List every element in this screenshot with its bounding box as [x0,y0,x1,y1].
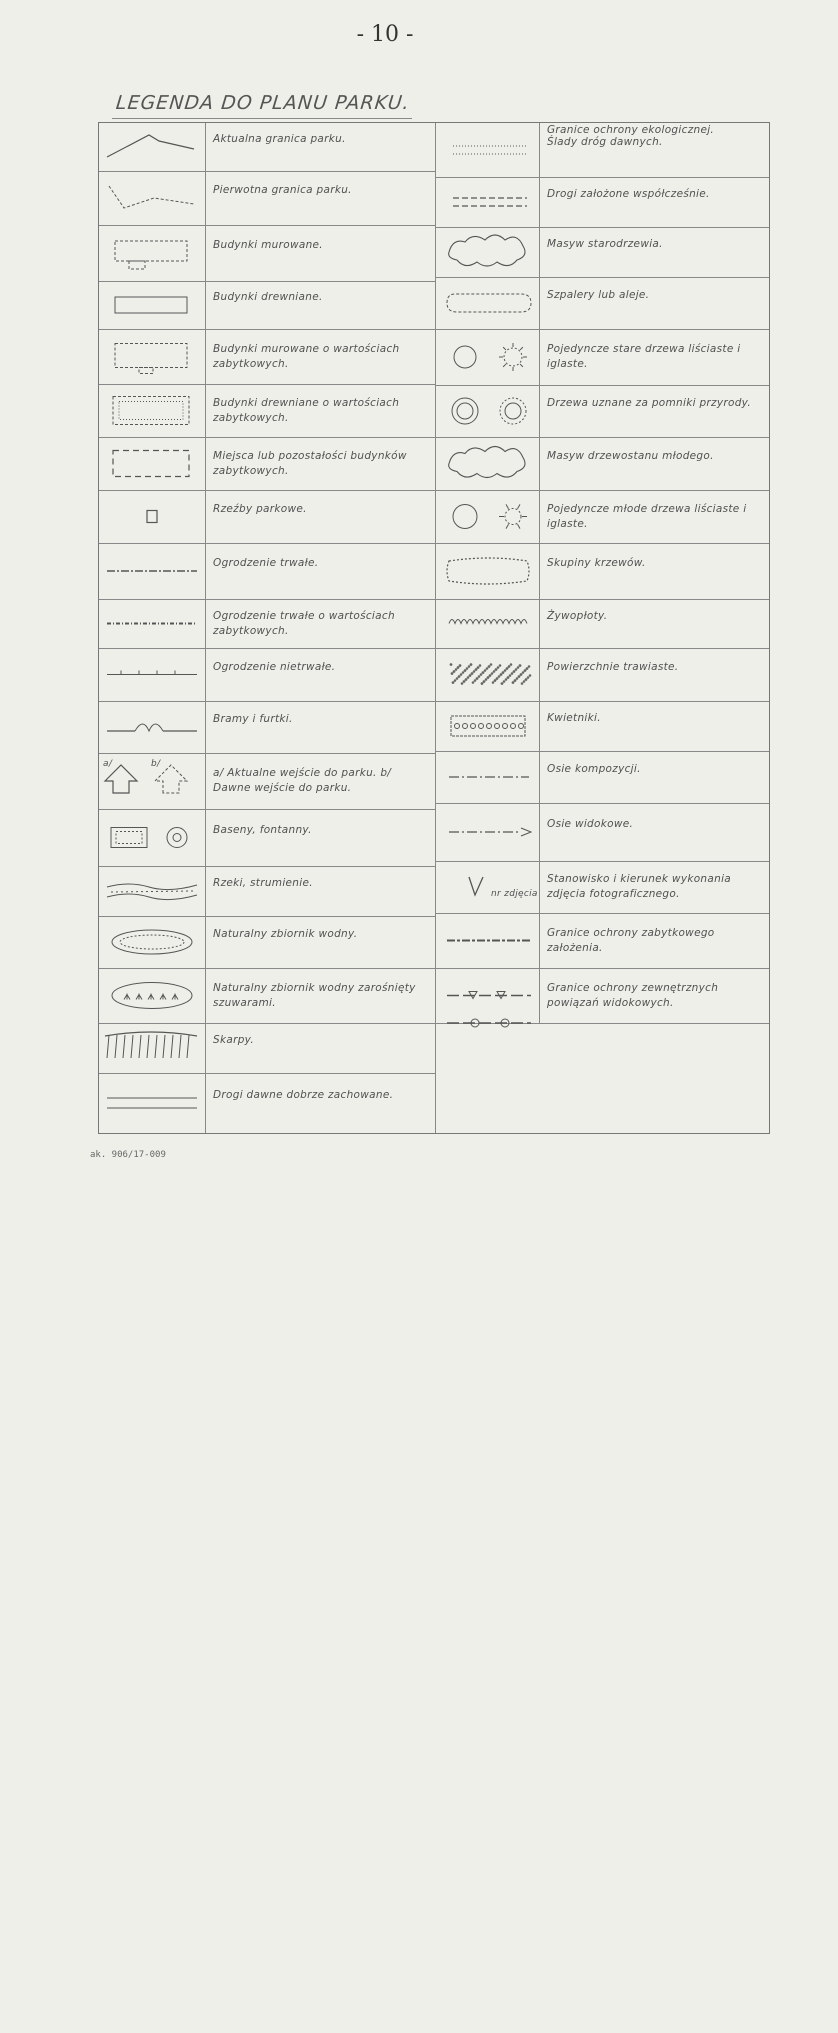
legend-label: Budynki murowane. [213,239,323,251]
heritage-protection-icon [435,913,539,968]
legend-label: Granice ochrony zewnętrznych powiązań widokowych. [547,981,719,1009]
legend-label: Pierwotna granica parku. [213,184,352,196]
old-road-icon [99,1073,205,1133]
wooden-building-icon [99,281,205,329]
pond-icon [99,916,205,968]
legend-label: Granice ochrony zabytkowego założenia. [547,926,715,954]
legend-label: Budynki drewniane o wartościach zabytkowych. [213,396,400,424]
legend-label: Skupiny krzewów. [547,557,646,569]
archive-number: ak. 906/17-009 [90,1150,166,1160]
legend-label: Miejsca lub pozostałości budynków zabytkowych. [213,449,407,477]
brick-building-icon [99,225,205,281]
legend-label: Kwietniki. [547,712,601,724]
legend-label: Bramy i furtki. [213,713,293,725]
shrub-group-icon [435,543,539,599]
flowerbed-icon [435,701,539,751]
legend-label: Masyw drzewostanu młodego. [547,449,714,462]
legend-label: Drogi założone współcześnie. [547,188,710,200]
symbol-mark: nr zdjęcia [491,889,538,899]
current-boundary-icon [99,123,205,171]
alley-icon [435,277,539,329]
gate-icon [99,701,205,753]
legend-label: Osie widokowe. [547,818,634,830]
permanent-fence-icon [99,543,205,599]
legend-label: Ślady dróg dawnych. [547,136,663,148]
view-axis-icon [435,803,539,861]
legend-label: Drogi dawne dobrze zachowane. [213,1089,394,1101]
legend-label: Pojedyncze młode drzewa liściaste i iglaste. [547,502,747,530]
legend-label: Żywopłoty. [547,609,608,622]
temporary-fence-icon [99,648,205,701]
pool-fountain-icon [99,809,205,866]
symbol-mark: a/ [103,759,113,769]
legend-label: Szpalery lub aleje. [547,289,650,301]
legend-label: Skarpy. [213,1034,254,1046]
legend-label: Granice ochrony ekologicznej. [547,124,715,136]
page-number: - 10 - [356,22,414,47]
legend-label: a/ Aktualne wejście do parku. b/ Dawne wejście do parku. [213,767,392,794]
original-boundary-icon [99,171,205,225]
view-protection-icon [435,968,539,1023]
legend-label: Rzeźby parkowe. [213,502,307,515]
young-stand-icon [435,437,539,490]
legend-label: Ogrodzenie nietrwałe. [213,660,336,673]
legend-label: Budynki drewniane. [213,291,323,303]
column-divider [205,123,206,1133]
legend-label: Naturalny zbiornik wodny. [213,928,358,940]
legend-title: LEGENDA DO PLANU PARKU. [114,92,411,114]
legend-label: Aktualna granica parku. [213,133,346,145]
monument-trees-icon [435,385,539,437]
legend-table [98,122,770,1134]
modern-road-icon [435,177,539,227]
reed-pond-icon [99,968,205,1023]
legend-label: Baseny, fontanny. [213,823,312,836]
legend-label: Osie kompozycji. [547,763,641,775]
old-tree-mass-icon [435,227,539,277]
historic-wooden-building-icon [99,384,205,437]
grass-icon [435,648,539,701]
old-road-traces-icon [435,123,539,177]
symbol-mark: b/ [151,759,161,769]
title-underline [112,118,412,119]
legend-label: Ogrodzenie trwałe o wartościach zabytkowych. [213,609,395,637]
historic-fence-icon [99,599,205,648]
legend-label: Naturalny zbiornik wodny zarośnięty szuwarami. [213,981,416,1009]
river-icon [99,866,205,916]
slope-icon [99,1023,205,1073]
legend-label: Budynki murowane o wartościach zabytkowych. [213,342,400,370]
hedge-icon [435,599,539,648]
legend-label: Powierzchnie trawiaste. [547,660,679,673]
column-divider [539,123,540,1023]
building-remains-icon [99,437,205,490]
ecological-protection-icon [435,1023,539,2033]
single-young-trees-icon [435,490,539,543]
historic-brick-building-icon [99,329,205,384]
legend-label: Rzeki, strumienie. [213,877,313,889]
legend-label: Drzewa uznane za pomniki przyrody. [547,397,751,409]
legend-label: Ogrodzenie trwałe. [213,557,319,569]
single-old-trees-icon [435,329,539,385]
legend-label: Stanowisko i kierunek wykonania zdjęcia fotograficznego. [547,873,732,900]
composition-axis-icon [435,751,539,803]
legend-label: Pojedyncze stare drzewa liściaste i iglaste. [547,343,741,370]
legend-label: Masyw starodrzewia. [547,238,663,250]
sculpture-icon [99,490,205,543]
